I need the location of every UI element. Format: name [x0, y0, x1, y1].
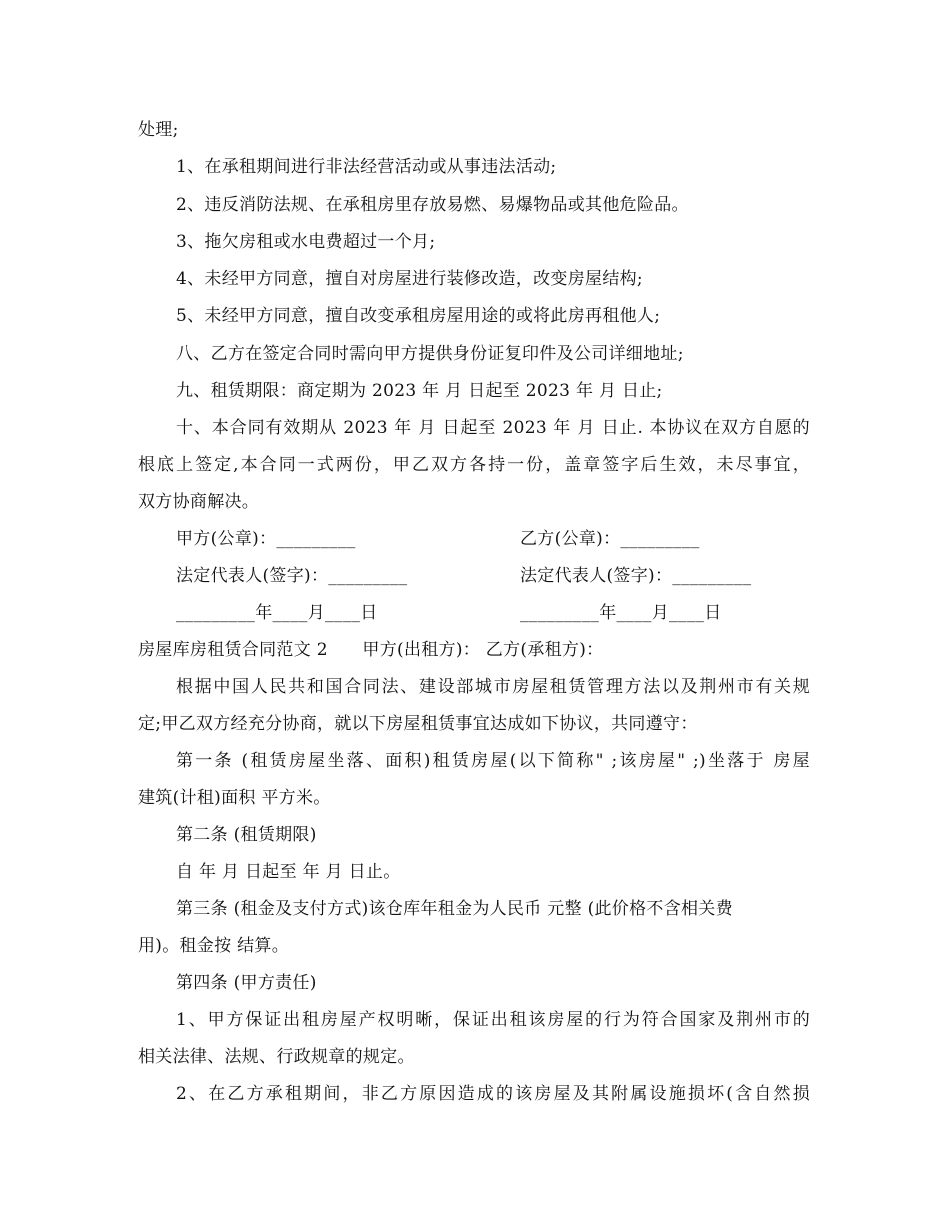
clause-item-5: 5、未经甲方同意，擅自改变承租房屋用途的或将此房再租他人; [176, 306, 661, 326]
clause-ten-line-3: 双方协商解决。 [138, 492, 260, 512]
clause-item-1: 1、在承租期间进行非法经营活动或从事违法活动; [176, 157, 557, 177]
party-b-date: _________年____月____日 [520, 603, 722, 623]
party-a-seal: 甲方(公章)：_________ [176, 529, 356, 549]
paragraph-line: 处理; [138, 120, 179, 140]
clause-nine: 九、租赁期限：商定期为 2023 年 月 日起至 2023 年 月 日止; [176, 381, 663, 401]
clause-eight: 八、乙方在签定合同时需向甲方提供身份证复印件及公司详细地址; [176, 344, 684, 364]
preamble-line-2: 定;甲乙双方经充分协商，就以下房屋租赁事宜达成如下协议，共同遵守： [138, 714, 698, 734]
article-one-line-2: 建筑(计租)面积 平方米。 [138, 788, 331, 808]
article-one-line-1: 第一条 (租赁房屋坐落、面积)租赁房屋(以下简称" ;该房屋" ;)坐落于 房屋 [176, 751, 810, 771]
article-four-item-2-line-1: 2、在乙方承租期间，非乙方原因造成的该房屋及其附属设施损坏(含自然损 [176, 1084, 810, 1104]
clause-item-2: 2、违反消防法规、在承租房里存放易燃、易爆物品或其他危险品。 [176, 195, 689, 215]
article-four-heading: 第四条 (甲方责任) [176, 973, 317, 993]
clause-ten-line-1: 十、本合同有效期从 2023 年 月 日起至 2023 年 月 日止. 本协议在双方自愿的 [176, 418, 810, 438]
article-four-item-1-line-1: 1、甲方保证出租房屋产权明晰，保证出租该房屋的行为符合国家及荆州市的 [176, 1010, 810, 1030]
clause-item-3: 3、拖欠房租或水电费超过一个月; [176, 232, 436, 252]
contract-title-line: 房屋库房租赁合同范文 2 甲方(出租方)： 乙方(承租方)： [138, 640, 604, 660]
party-b-seal: 乙方(公章)：_________ [520, 529, 700, 549]
article-two-heading: 第二条 (租赁期限) [176, 825, 317, 845]
party-b-representative: 法定代表人(签字)：_________ [520, 566, 752, 586]
article-three-line-2: 用)。租金按 结算。 [138, 936, 290, 956]
party-a-date: _________年____月____日 [176, 603, 378, 623]
party-a-representative: 法定代表人(签字)：_________ [176, 566, 408, 586]
article-two-body: 自 年 月 日起至 年 月 日止。 [176, 862, 401, 882]
article-four-item-1-line-2: 相关法律、法规、行政规章的规定。 [138, 1047, 415, 1067]
clause-item-4: 4、未经甲方同意，擅自对房屋进行装修改造，改变房屋结构; [176, 269, 643, 289]
clause-ten-line-2: 根底上签定,本合同一式两份，甲乙双方各持一份，盖章签字后生效，未尽事宜， [138, 455, 810, 475]
preamble-line-1: 根据中国人民共和国合同法、建设部城市房屋租赁管理方法以及荆州市有关规 [176, 677, 810, 697]
article-three-line-1: 第三条 (租金及支付方式)该仓库年租金为人民币 元整 (此价格不含相关费 [176, 899, 733, 919]
